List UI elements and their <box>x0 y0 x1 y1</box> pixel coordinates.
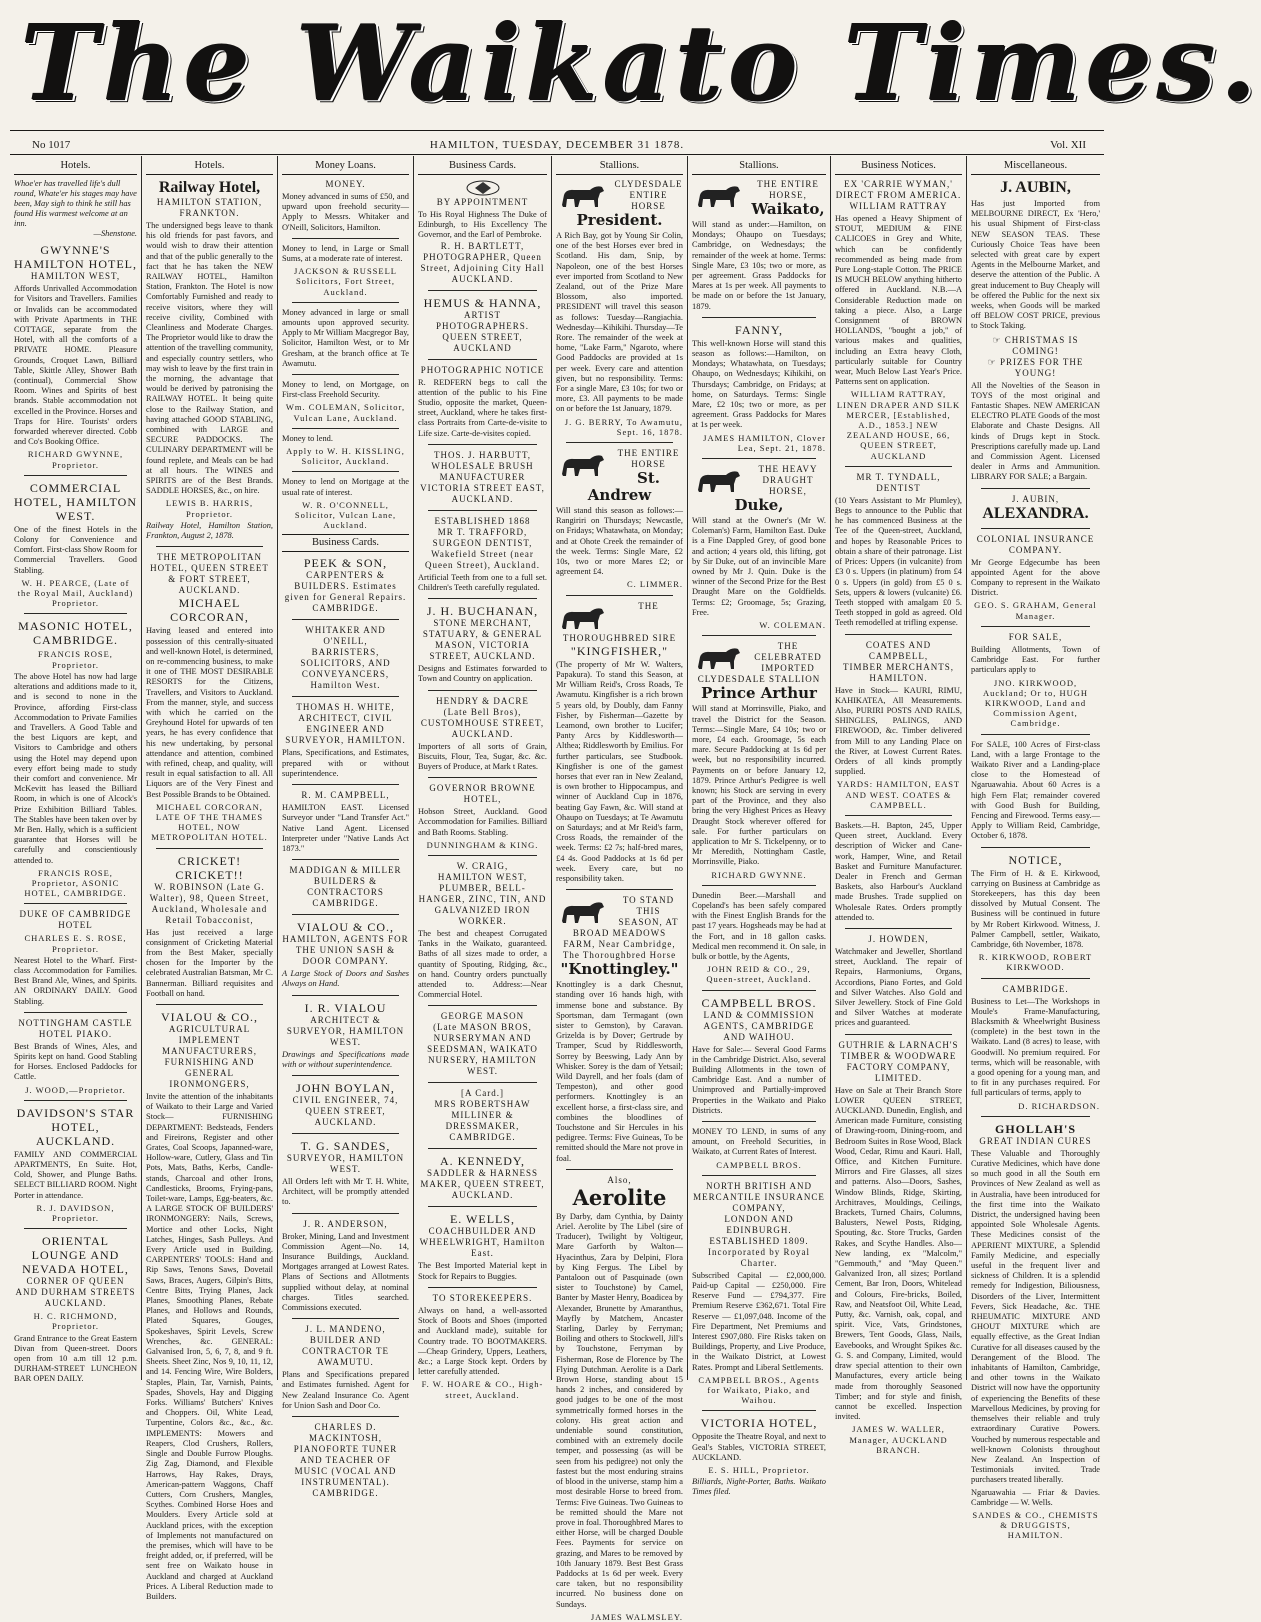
ad-baskets: Baskets.—H. Bapton, 245, Upper Queen street, Auckland. Every description of Wicker and Cane-work, Hamper, Wine, and Retail Basket and Furniture Manufacturer. Dealer in French and German Baskets, also Harbour's Auckland made Brushes. Trade supplied on Wholesale Rates. Orders promptly attended to. <box>835 820 962 922</box>
ad-masonic-hotel: MASONIC HOTEL, CAMBRIDGE. FRANCIS ROSE, Proprietor. The above Hotel has now had large alterations and additions made to it, and is second to none in the Province, affording First-class Accommodation to Private Families and Travellers. A Good Table and the best Liquors are kept, and Visitors to Cambridge and others using the Hotel may depend upon every effort being made to study their comfort and convenience. Mr McKevitt has leased the Billiard Room, in which is one of Alcock's Prize Exhibition Billiard Tables. The Stables have been taken over by Mr Ben. Hally, which is a sufficient guarantee that Horses will be carefully and conscientiously attended to. FRANCIS ROSE, Proprietor, ASONIC HOTEL, CAMBRIDGE. <box>14 619 137 899</box>
ad-trafford-dentist: ESTABLISHED 1868 MR T. TRAFFORD, SURGEON DENTIST, Wakefield Street (near Queen Street), Auckland. Artificial Teeth from one to a full set. Children's Teeth carefully regulated. <box>418 515 547 593</box>
ad-divider <box>981 1116 1090 1117</box>
ad-divider <box>428 290 537 291</box>
section-heading: Business Notices. <box>835 158 962 175</box>
section-heading: Hotels. <box>146 158 273 175</box>
ad-money-oconnell: Money to lend on Mortgage at the usual rate of interest. W. R. O'CONNELL, Solicitor, Vulcan Lane, Auckland. <box>282 477 409 531</box>
ad-divider <box>24 613 127 614</box>
section-heading: Miscellaneous. <box>971 158 1100 175</box>
ad-storekeepers: TO STOREKEEPERS. Always on hand, a well-assorted Stock of Boots and Shoes (imported and Auckland made), suitable for Country trade. TO BOOTMAKERS.—Cheap Grindery, Uppers, Leathers, &c.; a Large Stock kept. Orders by letter carefully attended. F. W. HOARE & CO., High-street, Auckland. <box>418 1292 547 1400</box>
ad-divider <box>428 1148 537 1149</box>
ad-divider <box>428 510 537 511</box>
ad-divider <box>566 889 673 890</box>
ad-vialou-sash-door: VIALOU & CO., HAMILTON, AGENTS FOR THE UNION SASH & DOOR COMPANY. A Large Stock of Doors and Sashes Always on Hand. <box>282 920 409 989</box>
ad-kennedy-saddler: A. KENNEDY, SADDLER & HARNESS MAKER, QUEEN STREET, AUCKLAND. <box>420 1154 545 1201</box>
ad-mrs-robertshaw: [A Card.] MRS ROBERTSHAW MILLINER & DRESSMAKER, CAMBRIDGE. <box>434 1088 531 1143</box>
ad-gwynnes-hotel: GWYNNE'S HAMILTON HOTEL, HAMILTON WEST, Affords Unrivalled Accommodation for Visitors and Travellers. Families or Invalids can be accommodated with Private Apartments in THE COTTAGE, separate from the Hotel, with all the comforts of a PRIVATE HOME. Pleasure Grounds, Croquet Lawn, Billiard Table, Skittle Alley, Shower Bath (continual), Commercial Show Room. Wines and Spirits of best brands. Stable accommodation not excelled in the Province. Horses and Traps for Hire. Tourists' orders forwarded wherever directed. Cobb and Co's Booking Office. RICHARD GWYNNE, Proprietor. <box>14 243 137 470</box>
ad-for-sale-allotments: FOR SALE, Building Allotments, Town of Cambridge East. For further particulars apply to JNO. KIRKWOOD, Auckland; Or to, HUGH KIRKWOOD, Land and Commission Agent, Cambridge. <box>971 631 1100 729</box>
ad-divider <box>981 847 1090 848</box>
newspaper-title: The Waikato Times. <box>20 1 1261 124</box>
dateline-rule <box>10 154 1104 155</box>
ad-divider <box>845 928 952 929</box>
ad-divider <box>428 1005 537 1006</box>
ad-colonial-insurance: COLONIAL INSURANCE COMPANY. Mr George Edgecumbe has been appointed Agent for the above Company to represent in the Waikato District. GEO. S. GRAHAM, General Manager. <box>971 533 1100 621</box>
ad-george-mason: GEORGE MASON (Late MASON BROS, NURSERYMAN AND SEEDSMAN, WAIKATO NURSERY, HAMILTON WEST. <box>427 1011 538 1077</box>
issue-number: No 1017 <box>32 139 71 151</box>
ad-aubin-alexandra: J. AUBIN, ALEXANDRA. <box>982 493 1089 522</box>
ad-divider <box>428 1082 537 1083</box>
ad-kingfisher: THE THOROUGHBRED SIRE "KINGFISHER," (The property of Mr W. Walters, Papakura). To stand this Season, at Mr William Reid's, Cross Roads, Te Awamutu. Kingfisher is a rich brown 5 years old, by Doubly, dam Fanny Fisher, by Fisherman—Gazette by Leamond, own brother to Lucifer; Panty Arcs by Kiddlesworth—Althea; Riddlesworth by Emilius. For further particulars, see Studbook. Kingfisher is one of the gamest horses that ever ran in New Zealand, is own brother to Hippocampus, and winner of Auckland Cup in 1876, beating Gay Fawn, &c. Will stand at Ohaupo on Tuesdays; at Te Awamutu on Saturdays; and at Mr Reid's farm, Cross Roads, the remainder of the week. Terms: £2 7s; half-bred mares, £4 4s. Good Paddocks at 1s 6d per week. Every care, but no responsibility taken. <box>556 600 683 883</box>
ad-cambridge-business: CAMBRIDGE. Business to Let—The Workshops in Moule's Frame-Manufacturing, Blacksmith & Wheelwright Business (complete) in the best town in the Waikato. Land (8 acres) to lease, with Goodwill. No premium required. For terms, which will be reasonable, with a good opening for a young man, and to fit in any purchases required. For full particulars of terms, apply to D. RICHARDSON. <box>971 983 1100 1111</box>
ad-guthrie-larnach: GUTHRIE & LARNACH'S TIMBER & WOODWARE FACTORY COMPANY, LIMITED. Have on Sale at Their Branch Store LOWER QUEEN STREET, AUCKLAND. Dunedin, English, and American made Furniture, consisting of Drawing-room, Dining-room, and Bedroom Suites in Rose Wood, Black Wood, Cedar, Rimu and Kauri. Hall, Office, and Kitchen Furniture. Mirrors and Fire Glasses, all sizes and patterns. Also—Doors, Sashes, Window Blinds, Ridge, Skirting, Architraves, Mouldings, Ceilings, Brackets, Turned Chairs, Columns, Balusters, Newel Posts, Ridging, Spouting, &c. Store Trucks, Garden Rakes, and Scythe Handles. Also—New landing, ex "Malcolm," "Gemmouth," and "May Queen." Galvanized Iron, all sizes; Portland Cement, Bar Iron, Doors, Whitelead and Colours, Fire-bricks, Boiled, Raw, and Neatsfoot Oil, White Lead, Putty, &c. Varnish, oak, copal, and spirit. Vice, Vats, Grindstones, Brewers, Tent Goods, Glass, Nails, Eavebooks, and Wrought Spikes &c. G. S. and Company, Limited, would draw special attention to their own Manufactures, every article being made from thoroughly Seasoned Timber; and for style and finish, cannot be excelled. Inspection invited. JAMES W. WALLER, Manager, AUCKLAND BRANCH. <box>835 1039 962 1455</box>
ad-hendry-dacre: HENDRY & DACRE (Late Bell Bros), CUSTOMHOUSE STREET, AUCKLAND. Importers of all sorts of Grain, Biscuits, Flour, Tea, Sugar, &c. &c. Buyers of Produce, at Mark t Rates. <box>418 695 547 772</box>
ad-divider <box>702 635 816 636</box>
ad-dunedin-beer: Dunedin Beer.—Marshall and Copeland's has been safely compared with the Finest English Brands for the past 17 years. Hogsheads may be had at the Fort, and in 18 gallon casks. Medical men recommend it. On sale, in bulk or bottle, by the Agents, JOHN REID & CO., 29, Queen-street, Auckland. <box>692 890 826 985</box>
ad-divider <box>981 734 1090 735</box>
ad-peek-son: PEEK & SON, CARPENTERS & BUILDERS. Estimates given for General Repairs. CAMBRIDGE. <box>284 556 407 614</box>
ad-railway-hotel: Railway Hotel, HAMILTON STATION, FRANKTON. The undersigned begs leave to thank his old friends for past favors, and would wish to draw their attention and that of the public generally to the fact that he has taken the NEW RAILWAY HOTEL, Hamilton Station, Frankton. The Hotel is now Comfortably Furnished and ready to receive visitors, where they will receive civility, Combined with Cleanliness and Moderate Charges. The Proprietor would like to draw the attention of the travelling community, and especially country settlers, who may wish to leave by the first train in the morning, the advantage that would be derived by patronising the RAILWAY HOTEL. It being quite close to the Railway Station, and having attached GOOD STABLING, combined with LARGE and SECURE PADDOCKS. The CULINARY DEPARTMENT will be found replete, and Meals can be had at all hours. The WINES and SPIRITS are of the Best Brands. SADDLE HORSES, &c., on hire. LEWIS B. HARRIS, Proprietor. Railway Hotel, Hamilton Station, Frankton, August 2, 1878. <box>146 179 273 541</box>
ad-divider <box>156 546 263 547</box>
ad-divider <box>566 1169 673 1170</box>
ad-divider <box>292 696 399 697</box>
ad-buchanan: J. H. BUCHANAN, STONE MERCHANT, STATUARY, & GENERAL MASON, VICTORIA STREET, AUCKLAND. Designs and Estimates forwarded to Town and Country on application. <box>418 604 547 684</box>
ad-divider <box>292 428 399 429</box>
column-miscellaneous <box>967 158 1104 1541</box>
ad-divider <box>428 1206 537 1207</box>
ad-ir-vialou: I. R. VIALOU ARCHITECT & SURVEYOR, HAMILTON WEST. Drawings and Specifications made with or without superintendence. <box>282 1000 409 1069</box>
ad-money-campbell: MONEY TO LEND, in sums of any amount, on Freehold Securities, in Waikato, at Current Rates of Interest. CAMPBELL BROS. <box>692 1127 826 1170</box>
ad-divider <box>845 1034 952 1035</box>
ad-divider <box>845 815 952 816</box>
ad-knottingley: TO STAND THIS SEASON, AT BROAD MEADOWS FARM, Near Cambridge, The Thoroughbred Horse "Knottingley." Knottingley is a dark Chesnut, standing over 16 hands high, with immense bone and substance. By Sportsman, dam Termagant (own sister to Gemston), by Caravan. Grizelda is by Dover; Gertrude by Tramper, Scud by Riddlesworth, Sorrey by Beeswing, Lady Ann by Whisker. Sorey is the dam of Yetsail; Wild Dayrell, and her foals (dam of Tempeston), and other good performers. Knottingley is an excellent horse, a first-class sire, and combines the bloodlines of Touchstone and Sir Hercules in his pedigree. Terms: Five Guineas, To be remitted should the Mare not prove in foal. <box>556 895 683 1163</box>
ad-nottingham-castle-hotel: NOTTINGHAM CASTLE HOTEL PIAKO. Best Brands of Wines, Ales, and Spirits kept on hand. Good Stabling for Horses. Enclosed Paddocks for Cattle. J. WOOD,—Proprietor. <box>14 1017 137 1095</box>
ad-divider <box>428 359 537 360</box>
ad-notice-kirkwood: NOTICE, The Firm of H. & E. Kirkwood, carrying on Business at Cambridge as Storekeepers, has this day been dissolved by Mutual Consent. The Business will be continued in future by Mr Robert Kirkwood. Witness, J. Palmer Campbell, settler, Waikato, Cambridge, 6th November, 1878. R. KIRKWOOD, ROBERT KIRKWOOD. <box>971 852 1100 973</box>
column-money-loans <box>278 158 413 1498</box>
ad-money-coleman: Money to lend, on Mortgage, on First-class Freehold Security. Wm. COLEMAN, Solicitor, Vulcan Lane, Auckland. <box>282 380 409 423</box>
ad-divider <box>292 374 399 375</box>
ad-divider <box>292 859 399 860</box>
ad-president: CLYDESDALE ENTIRE HORSE President. A Rich Bay, got by Young Sir Colin, one of the best Horses ever bred in Scotland. His dam, Snip, by Napoleon, one of the best Horses ever imported from Scotland to New Zealand, out of the Prize Mare Blossom, also imported. PRESIDENT will travel this season as follows: Tuesday—Rangiachia. Wednesday—Kihikihi. Thursday—Te Rore. The remainder of the week at home, "Lake Farm," Ngaroto, where Good Paddocks are provided at 1s per week. Every care and attention given, but no responsibility. Terms: For a single Mare, £3 10s; for two or more, £3. All payments to be made on or before the 1st January, 1879. J. G. BERRY, To Awamutu, Sept. 16, 1878. <box>556 179 683 437</box>
section-heading: Money Loans. <box>282 158 409 175</box>
ad-divider <box>156 1004 263 1005</box>
section-heading: Hotels. <box>14 158 137 175</box>
column-hotels-2 <box>142 158 277 1601</box>
ad-st-andrew: THE ENTIRE HORSE St. Andrew Will stand this season as follows:— Rangiriri on Thursdays; Newcastle, on Fridays; Whatawhata, on Monday; and at Ohote Creek the remainder of the week. Terms: Single Mare, £2 10s, two or more Mares £2; or agreement £4. C. LIMMER. <box>556 448 683 590</box>
ad-divider <box>702 317 816 318</box>
ad-divider <box>292 1318 399 1319</box>
ad-divider <box>702 1410 816 1411</box>
ad-whitaker-oneill: WHITAKER AND O'NEILL, BARRISTERS, SOLICITORS, AND CONVEYANCERS, Hamilton West. <box>300 625 391 691</box>
ad-divider <box>845 466 952 467</box>
ad-aerolite: Also, Aerolite By Darby, dam Cynthia, by Dainty Ariel. Aerolite by The Libel (sire of Traducer), Twilight by Voltigeur, Mare Garforth by Walton—Hyacinthus, Zara by Delpini, Flora by King Fergus. The Libel by Pantaloon out of Pasquinade (own sister to Touchstone) by Camel, Banter by Master Henry, Boadicea by Alexander, Brunette by Amaranthus, Mayfly by Matchem, Ancaster Starling, Darley by Ferryman; Boiling and others to Stockwell, Jill's by Touchstone, Ferryman by Fisherman, Rose de Florence by The Flying Dutchman. Aerolite is a Dark Brown Horse, standing about 15 hands 2 inches, and considered by good judges to be one of the most symmetrically formed horses in the colony. His great action and undeniable sound constitution, combined with an extremely docile temper, and possessing (as will be seen from his pedigree) not only the fastest but the most enduring strains of blood in the universe, stamp him a most desirable Horse to breed from. Terms: Five Guineas. Two Guineas to be remitted should the Mare not prove in foal. Thoroughbred Mares to either Horse, will be charged Double Fees. Payments for service on grazing, and Mares to be removed by 10th January 1879. Best Best Grass Paddocks at 1s 6d per week. Every care taken, but no responsibility incurred. No business done on Sundays. JAMES WALMSLEY. <box>556 1174 683 1622</box>
ad-divider <box>292 1416 399 1417</box>
ad-divider <box>428 444 537 445</box>
ad-divider <box>292 784 399 785</box>
ad-divider <box>981 626 1090 627</box>
ad-divider <box>428 598 537 599</box>
ad-divider <box>24 903 127 904</box>
pointing-hand-icon: ☞ <box>987 356 1000 367</box>
ad-ghollahs-cures: GHOLLAH'S GREAT INDIAN CURES These Valuable and Thoroughly Curative Medicines, which have done so much good in all the South ern Provinces of New Zealand as well as in Australia, have been introduced for the first time into the Waikato District, the undersigned having been appointed Sole Wholesale Agents. These Medicines consist of the APERIENT MIXTURE, a Splendid Family Medicine, and especially useful in the frequent liver and sickness of Children. It is a splendid remedy for Indigestion, Biliousness, Disorders of the Liver, Intermittent Fevers, Sick Headache, &c. THE RHEUMATIC MIXTURE AND GHOUT MIXTURE which are equally effective, as the Great Indian Curative for all diseases caused by the Derangement of the Blood. The inhabitants of Hamilton, Cambridge, and other towns in the Waikato District will now have the opportunity of experiencing the Benefits of these Marvellous Medicines, by proving for themselves their reliable and truly extraordinary Curative Powers. Vouched by numerous respectable and well-known Colonists throughout New Zealand. An Inspection of Testimonials invited. Trade purchasers treated liberally. Ngaruawahia — Friar & Davies. Cambridge — W. Wells. SANDES & CO., CHEMISTS & DRUGGISTS, HAMILTON. <box>971 1121 1100 1541</box>
ad-divider <box>292 471 399 472</box>
dateline <box>10 139 1104 153</box>
horse-icon <box>556 181 610 211</box>
ad-divider <box>292 1133 399 1134</box>
volume-number: Vol. XII <box>1050 139 1086 151</box>
ad-divider <box>428 777 537 778</box>
ad-divider <box>292 238 399 239</box>
ad-john-boylan: JOHN BOYLAN, CIVIL ENGINEER, 74, QUEEN STREET, AUCKLAND. <box>292 1080 399 1127</box>
pointing-hand-icon: ☞ <box>992 334 1005 345</box>
ad-divider <box>292 995 399 996</box>
masthead-rule <box>10 130 1104 131</box>
ad-divider <box>292 914 399 915</box>
ad-money-macgregor: Money advanced in large or small amounts upon approved security. Apply to Mr William Macgregor Bay, Solicitor, Hamilton West, or to Mr Gresham, at the branch office at Te Awamutu. <box>282 307 409 368</box>
ad-campbell-surveyor: R. M. CAMPBELL, HAMILTON EAST. Licensed Surveyor under "Land Transfer Act." Native Land Agent. Licensed Interpreter under "Native Lands Act 1873." <box>282 790 409 853</box>
ad-mackintosh: CHARLES D. MACKINTOSH, PIANOFORTE TUNER AND TEACHER OF MUSIC (VOCAL AND INSTRUMENTAL). CAMBRIDGE. <box>293 1421 398 1498</box>
ad-divider <box>702 1175 816 1176</box>
ad-divider <box>24 1100 127 1101</box>
ad-cricket: CRICKET! CRICKET!! W. ROBINSON (Late G. Walter), 98, Queen Street, Auckland, Wholesale and Retail Tobacconist, Has just received a large consignment of Cricketing Material from the Best Maker, specially chosen for the Importer by the celebrated Australian Batsman, Mr C. Bannerman. Billiard requisites and Football on hand. <box>146 853 273 998</box>
ad-commercial-hotel: COMMERCIAL HOTEL, HAMILTON WEST. One of the finest Hotels in the Colony for Convenience and Comfort. First-class Show Room for Commercial Travellers. Good Stabling. W. H. PEARCE, (Late of the Royal Mail, Auckland) Proprietor. <box>14 480 137 609</box>
ad-divider <box>24 1012 127 1013</box>
column-stallions-1 <box>552 158 687 1622</box>
column-business-notices <box>831 158 966 1455</box>
column-hotels-1 <box>10 158 141 1384</box>
ad-hemus-hanna: HEMUS & HANNA, ARTIST PHOTOGRAPHERS. QUEEN STREET, AUCKLAND <box>423 295 542 353</box>
ad-divider <box>24 475 127 476</box>
ad-waikato-horse: THE ENTIRE HORSE, Waikato, Will stand as under:—Hamilton, on Mondays; Ohaupo on Tuesdays; Cambridge, on Wednesdays; the remainder of the week at home. Terms: Single Mare, £3 10s; two or more, as per agreement. Grass Paddocks for Mares at 1s per week. All payments to be made on or before the 1st January, 1879. <box>692 179 826 311</box>
ad-divider <box>981 978 1090 979</box>
ad-divider <box>428 1287 537 1288</box>
ad-e-wells: E. WELLS, COACHBUILDER AND WHEELWRIGHT, Hamilton East. The Best Imported Material kept in Stock for Repairs to Buggies. <box>418 1212 547 1281</box>
ad-jr-anderson: J. R. ANDERSON, Broker, Mining, Land and Investment Commission Agent—No. 14, Insurance Buildings, Auckland. Mortgages arranged at Lowest Rates. Plans of Sections and Allotments supplied without delay, at nominal charges. Titles searched. Commissions executed. <box>282 1218 409 1312</box>
ad-coates-campbell: COATES AND CAMPBELL, TIMBER MERCHANTS, HAMILTON. Have in Stock— KAURI, RIMU, KAHIKATEA, All Measurements. Also, PURIRI POSTS AND RAILS, SHINGLES, PALINGS, AND FIREWOOD, &c. Timber delivered from Mill to any Landing Place on the River, at Lowest Current Rates. Orders of all kinds promptly supplied. YARDS: HAMILTON, EAST AND WEST. COATES & CAMPBELL. <box>835 639 962 810</box>
ad-divider <box>292 1075 399 1076</box>
ad-jl-mandeno: J. L. MANDENO, BUILDER AND CONTRACTOR TE AWAMUTU. Plans and Specifications prepared and Estimates furnished. Agent for New Zealand Insurance Co. Agent for Union Sash and Door Co. <box>282 1324 409 1410</box>
ad-w-craig: W. CRAIG, HAMILTON WEST, PLUMBER, BELL-HANGER, ZINC, TIN, AND GALVANIZED IRON WORKER. The best and cheapest Corrugated Tanks in the Waikato, guaranteed. Baths of all sizes made to order, a quantity of Spouting, Ridging, &c., on hand. Country orders punctually attended to. Address:—Near Commercial Hotel. <box>418 861 547 1000</box>
ad-divider <box>24 1228 127 1229</box>
horse-icon <box>556 450 610 480</box>
ad-divider <box>845 634 952 635</box>
horse-icon <box>692 466 746 496</box>
ad-tg-sandes: T. G. SANDES, SURVEYOR, HAMILTON WEST. All Orders left with Mr T. H. White, Architect, will be promptly attended to. <box>282 1138 409 1207</box>
ad-duke-horse: THE HEAVY DRAUGHT HORSE, Duke, Will stand at the Owner's (Mr W. Coleman's) Farm, Hamilton East. Duke is a Fine Dappled Grey, of good bone and action; 4 years old, this lifting, got by Sir Duke, out of an invincible Mare owned by Mr J. Quin. Duke is the winner of the Second Prize for the Best Draught Mare on the Goldfields. Terms: £2; Groomage, 5s; Grazing, Free. W. COLEMAN. <box>692 464 826 631</box>
ad-campbell-bros: CAMPBELL BROS. LAND & COMMISSION AGENTS, CAMBRIDGE AND WAIHOU. Have for Sale:— Several Good Farms in the Cambridge District. Also, several Building Allotments in the town of Cambridge East. And a number of Unimproved and Partially-improved Properties in the Waikato and Piako Districts. <box>692 995 826 1115</box>
ad-divider <box>566 442 673 443</box>
ad-north-british-insurance: NORTH BRITISH AND MERCANTILE INSURANCE COMPANY, LONDON AND EDINBURGH. ESTABLISHED 1809. Incorporated by Royal Charter. Subscribed Capital — £2,000,000. Paid-up Capital — £250,000. Fire Reserve Fund — £794,377. Fire Premium Reserve £362,671. Total Fire Reserve — £1,097,048. Income of the Fire Department, Net Premiums and Interest £907,080. Fire Risks taken on Buildings, Property, and Live Produce, in the Waikato District, at Lowest Rates. Prompt and Liberal Settlements. CAMPBELL BROS., Agents for Waikato, Piako, and Waihou. <box>692 1180 826 1406</box>
ad-william-rattray: EX 'CARRIE WYMAN,' DIRECT FROM AMERICA. WILLIAM RATTRAY Has opened a Heavy Shipment of STOUT, MEDIUM & FINE CALICOES in Grey and White, which can be confidently recommended as being made from Pure Long-staple Cotton. The PRICE IS MUCH BELOW anything hitherto offered in Auckland. N.B.—A Considerable Reduction made on taking a piece. Also, a Large Consignment of BROWN HOLLANDS, "bought a job," of various makes and qualities, including an Extra heavy Cloth, particularly suitable for Country wear, Much Below Last Year's Price. Patterns sent on application. WILLIAM RATTRAY, LINEN DRAPER AND SILK MERCER, [Established, A.D., 1853.] NEW ZEALAND HOUSE, 66, QUEEN STREET, AUCKLAND <box>835 179 962 461</box>
ad-prince-arthur: THE CELEBRATED IMPORTED CLYDESDALE STALLION Prince Arthur Will stand at Morrinsville, Piako, and travel the District for the Season. Terms:—Single Mare, £4 10s; two or more, £4 each. Groomage, 5s each mare. Secure Paddocking at 1s 6d per week, but no responsibility incurred. Payments on or before January 12, 1879. Prince Arthur's Pedigree is well known; his Stock are serving in every part of the Province, and they also bring the very Highest Prices as Heavy Draught Stock wherever offered for sale. For further particulars on application to Mr S. Tickelpenny, or to Mr Meredith, Nottingham Castle, Morrinsville, Piako. RICHARD GWYNNE. <box>692 641 826 880</box>
ad-divider <box>702 1121 816 1122</box>
ad-star-hotel: DAVIDSON'S STAR HOTEL, AUCKLAND. FAMILY AND COMMERCIAL APARTMENTS, En Suite. Hot, Cold, Shower, and Plunge Baths. SELECT BILLIARD ROOM. Night Porter in attendance. R. J. DAVIDSON, Proprietor. <box>14 1105 137 1224</box>
section-heading: Business Cards. <box>418 158 547 175</box>
horse-icon <box>692 181 746 211</box>
ad-for-sale-land: For SALE, 100 Acres of First-class Land, with a large Frontage to the Waikato River and a Landing-place close to the Homestead of Ngaruawahia. About 60 Acres is a high Fern Flat; remainder covered with Good Bush for Building, Fencing and Firewood. Terms easy.—Apply to William Reid, Cambridge, October 6, 1878. <box>971 739 1100 841</box>
section-heading: Stallions. <box>692 158 826 175</box>
poem: Whoe'er has travelled life's dull round, Whate'er his stages may have been, May sigh to think he still has found His warmest welcome at an inn. —Shenstone. <box>14 179 137 238</box>
ad-divider <box>566 595 673 596</box>
ad-divider <box>292 1213 399 1214</box>
ad-oriental-lounge: ORIENTAL LOUNGE AND NEVADA HOTEL, CORNER OF QUEEN AND DURHAM STREETS AUCKLAND. H. C. RICHMOND, Proprietor. Grand Entrance to the Great Eastern Divan from Queen-street. Doors open from 10 a.m till 12 p.m. DURHAM-STREET LUNCHEON BAR OPEN DAILY. <box>14 1234 137 1384</box>
ad-j-aubin: J. AUBIN, Has just Imported from MELBOURNE DIRECT, Ex 'Hero,' his usual Shipment of First-class NEW SEASON TEAS. These Curiously Choice Teas have been selected with great care by expert Agents in the Melbourne Market, and deserve the attention of the Public. A great inducement to Buy Cheaply will be offered the Public for the next six weeks, when Goods will be marked off BELOW COST PRICE, previous to Stock Taking. ☞ CHRISTMAS IS COMING! ☞ PRIZES FOR THE YOUNG! All the Novelties of the Season in TOYS of the most original and Fantastic Shapes. NEW AMERICAN ELECTRO PLATE Goods of the most Elaborate and Chaste Designs. All kinds of Drugs kept in Stock. Prescriptions carefully made up. Land and Commission Agent. Licensed dealer in Arms and Ammunition. LIBRARY FOR SALE; a Bargain. <box>971 179 1100 482</box>
ad-divider <box>292 619 399 620</box>
ad-duke-of-cambridge-hotel: DUKE OF CAMBRIDGE HOTEL CHARLES E. S. ROSE, Proprietor. Nearest Hotel to the Wharf. First-class Accommodation for Families. Best Brand Ale, Wines, and Spirits. AN ORDINARY DAILY. Good Stabling. <box>14 909 137 1006</box>
ad-divider <box>292 302 399 303</box>
ad-divider <box>702 885 816 886</box>
ad-divider <box>428 690 537 691</box>
horse-icon <box>556 897 610 927</box>
ad-fanny: FANNY, This well-known Horse will stand this season as follows:—Hamilton, on Mondays; Whatawhata, on Tuesdays; Ohaupo, on Wednesdays; Kihikihi, on Thursdays; Cambridge, on Fridays; at home, on Saturdays. Terms: Single Mare, £2 10s; two or more, as per agreement. Grass Paddocks for Mares at 1s per week. JAMES HAMILTON, Clover Lea, Sept. 21, 1878. <box>692 322 826 453</box>
ad-divider <box>702 458 816 459</box>
ad-howden-jeweller: J. HOWDEN, Watchmaker and Jeweller, Shortland street, Auckland. The repair of Repairs, Harmoniums, Organs, Accordions, Piano Fortes, and Gold and Silver Watches. Also Gold and Silver Jewellery. Stock of Fine Gold and Silver Watches at moderate prices and guaranteed. <box>835 933 962 1028</box>
section-heading: Business Cards. <box>282 534 409 552</box>
ad-divider <box>981 528 1090 529</box>
horse-icon <box>556 603 610 633</box>
ad-divider <box>428 855 537 856</box>
issue-date: HAMILTON, TUESDAY, DECEMBER 31 1878. <box>429 139 685 151</box>
ad-harbutt: THOS. J. HARBUTT, WHOLESALE BRUSH MANUFACTURER VICTORIA STREET EAST, AUCKLAND. <box>420 449 545 504</box>
ad-thomas-white: THOMAS H. WHITE, ARCHITECT, CIVIL ENGINEER AND SURVEYOR, HAMILTON. Plans, Specifications, and Estimates, prepared with or without superintendence. <box>282 702 409 778</box>
ad-money-whitaker: MONEY. Money advanced in sums of £50, and upward upon freehold security—Apply to Messrs. Whitaker and O'Neill, Solicitors, Hamilton. <box>282 179 409 232</box>
section-heading: Stallions. <box>556 158 683 175</box>
ad-governor-browne-hotel: GOVERNOR BROWNE HOTEL, Hobson Street, Auckland. Good Accommodation for Families. Billiard and Bath Rooms. Stabling. DUNNINGHAM & KING. <box>418 783 547 850</box>
ad-tyndall-dentist: MR T. TYNDALL, DENTIST (10 Years Assistant to Mr Plumley), Begs to announce to the Public that he has commenced Business at the Tee of the Queen-street, Auckland, and hopes by Reasonable Prices to obtain a share of their patronage. List of Prices: Uppers (in vulcanite) from £3 0 s. Uppers (in platinum) from £4 0 s. Uppers (in gold) from £5 0 s. Sets, uppers & lowers (vulcanite) £6. Teeth stopped with amalgam £0 5. Teeth stopped in gold as agreed. Old Teeth remodelled at trifling expense. <box>835 471 962 628</box>
ad-money-kissling: Money to lend. Apply to W. H. KISSLING, Solicitor, Auckland. <box>282 433 405 467</box>
ad-money-jackson-russell: Money to lend, in Large or Small Sums, at a moderate rate of interest. JACKSON & RUSSELL Solicitors, Fort Street, Auckland. <box>282 243 409 297</box>
ad-divider <box>981 488 1090 489</box>
ad-vialou-ironmongers: VIALOU & CO., AGRICULTURAL IMPLEMENT MANUFACTURERS, FURNISHING AND GENERAL IRONMONGERS, Invite the attention of the inhabitants of Waikato to their Large and Varied Stock— FURNISHING DEPARTMENT: Bedsteads, Fenders and Fireirons, Register and other Grates, Coal Scoops, Japanned-ware, Hollow-ware, Cutlery, Glass and Tin Pots, Mats, Baths, Kerbs, Candle-stands, Charcoal and other Irons, Candlesticks, Brooms, Frying-pans, Toilet-ware, Lamps, Egg-beaters, &c. A LARGE STOCK OF BUILDERS' IRONMONGERY: Nails, Screws, Mortice and other Locks, Night Latches, Hinges, Sash Pulleys. And Every Article used in Building. CARPENTERS' TOOLS: Hand and Rip Saws, Tenons Saws, Dovetail Saws, Braces, Augers, Gilpin's Bitts, Centre Bitts, Trying Planes, Jack Planes, Smoothing Planes, Rebate Planes, and Hollows and Rounds, Plated Squares, Gouges, Spokeshaves, Spirit Levels, Screw Wrenches, &c. GENERAL: Galvanised Iron, 5, 6, 7, 8, and 9 ft. Sheets. Sheet Zinc, Nos 9, 10, 11, 12, and 14. Fencing Wire, Wire Bolders, Staples, Plain, Tar, Varnish, Paints, Spades, Shovels, Hay and Digging Forks. Williams' Butchers' Knives and Choppers. Oil, White Lead, Turpentine, Colors &c., &c., &c. IMPLEMENTS: Mowers and Reapers, Clod Crushers, Rollers, Single and Double Furrow Ploughs. Zig Zag, Diamond, and Flexible Harrows, Hay Rakes, Drays, American-pattern Waggons, Chaff Cutters, Corn Crushers, Mangles, Scythes. Combined Horse Hoes and Moulders. Every Article sold at Auckland prices, with the exception of Implements not manufactured on the premises, which will have to be freight added, or, if preferred, will be sent free on Waikato house in Auckland and charged at Auckland Prices. A Liberal Reduction made to Builders. <box>146 1009 273 1601</box>
ad-redfern-photo: PHOTOGRAPHIC NOTICE R. REDFERN begs to call the attention of the public to his Fine Studio, opposite the market, Queen-street, Auckland, where he takes first-class Portraits from Carte-de-visite to Life size. Carte-de-visites copied. <box>418 364 547 438</box>
column-business-cards <box>414 158 551 1400</box>
ad-maddigan-miller: MADDIGAN & MILLER BUILDERS & CONTRACTORS CAMBRIDGE. <box>289 865 402 909</box>
royal-crest-icon <box>463 179 503 197</box>
ad-bartlett-photographer: BY APPOINTMENT To His Royal Highness The Duke of Edinburgh, to His Excellency The Governor, and the Earl of Pembroke. R. H. BARTLETT, PHOTOGRAPHER, Queen Street, Adjoining City Hall AUCKLAND. <box>418 179 547 285</box>
ad-victoria-hotel: VICTORIA HOTEL, Opposite the Theatre Royal, and next to Geal's Stables, VICTORIA STREET, AUCKLAND. E. S. HILL, Proprietor. Billiards, Night-Porter, Baths. Waikato Times filed. <box>692 1416 826 1497</box>
masthead <box>0 0 1261 130</box>
column-stallions-2 <box>688 158 830 1497</box>
ad-metropolitan-hotel: THE METROPOLITAN HOTEL, QUEEN STREET & FORT STREET, AUCKLAND. MICHAEL CORCORAN, Having leased and entered into possession of this centrally-situated and well-known Hotel, is determined, on re-commencing business, to make it one of THE MOST DESIRABLE RESORTS for the Citizens, Travellers, and Visitors to Auckland. From the manner, style, and success with which he carried on the Greyhound Hotel for upwards of ten years, he has every confidence that his new undertaking, by personal attendance and attention, combined with refined, cheap, and quality, will result in equal satisfaction to all. All Liquors are of the Very Finest and Best Possible Brands to be Obtained. MICHAEL CORCORAN, LATE OF THE THAMES HOTEL, NOW METROPOLITAN HOTEL. <box>146 552 273 843</box>
horse-icon <box>692 643 746 673</box>
ad-divider <box>702 990 816 991</box>
ad-divider <box>156 848 263 849</box>
